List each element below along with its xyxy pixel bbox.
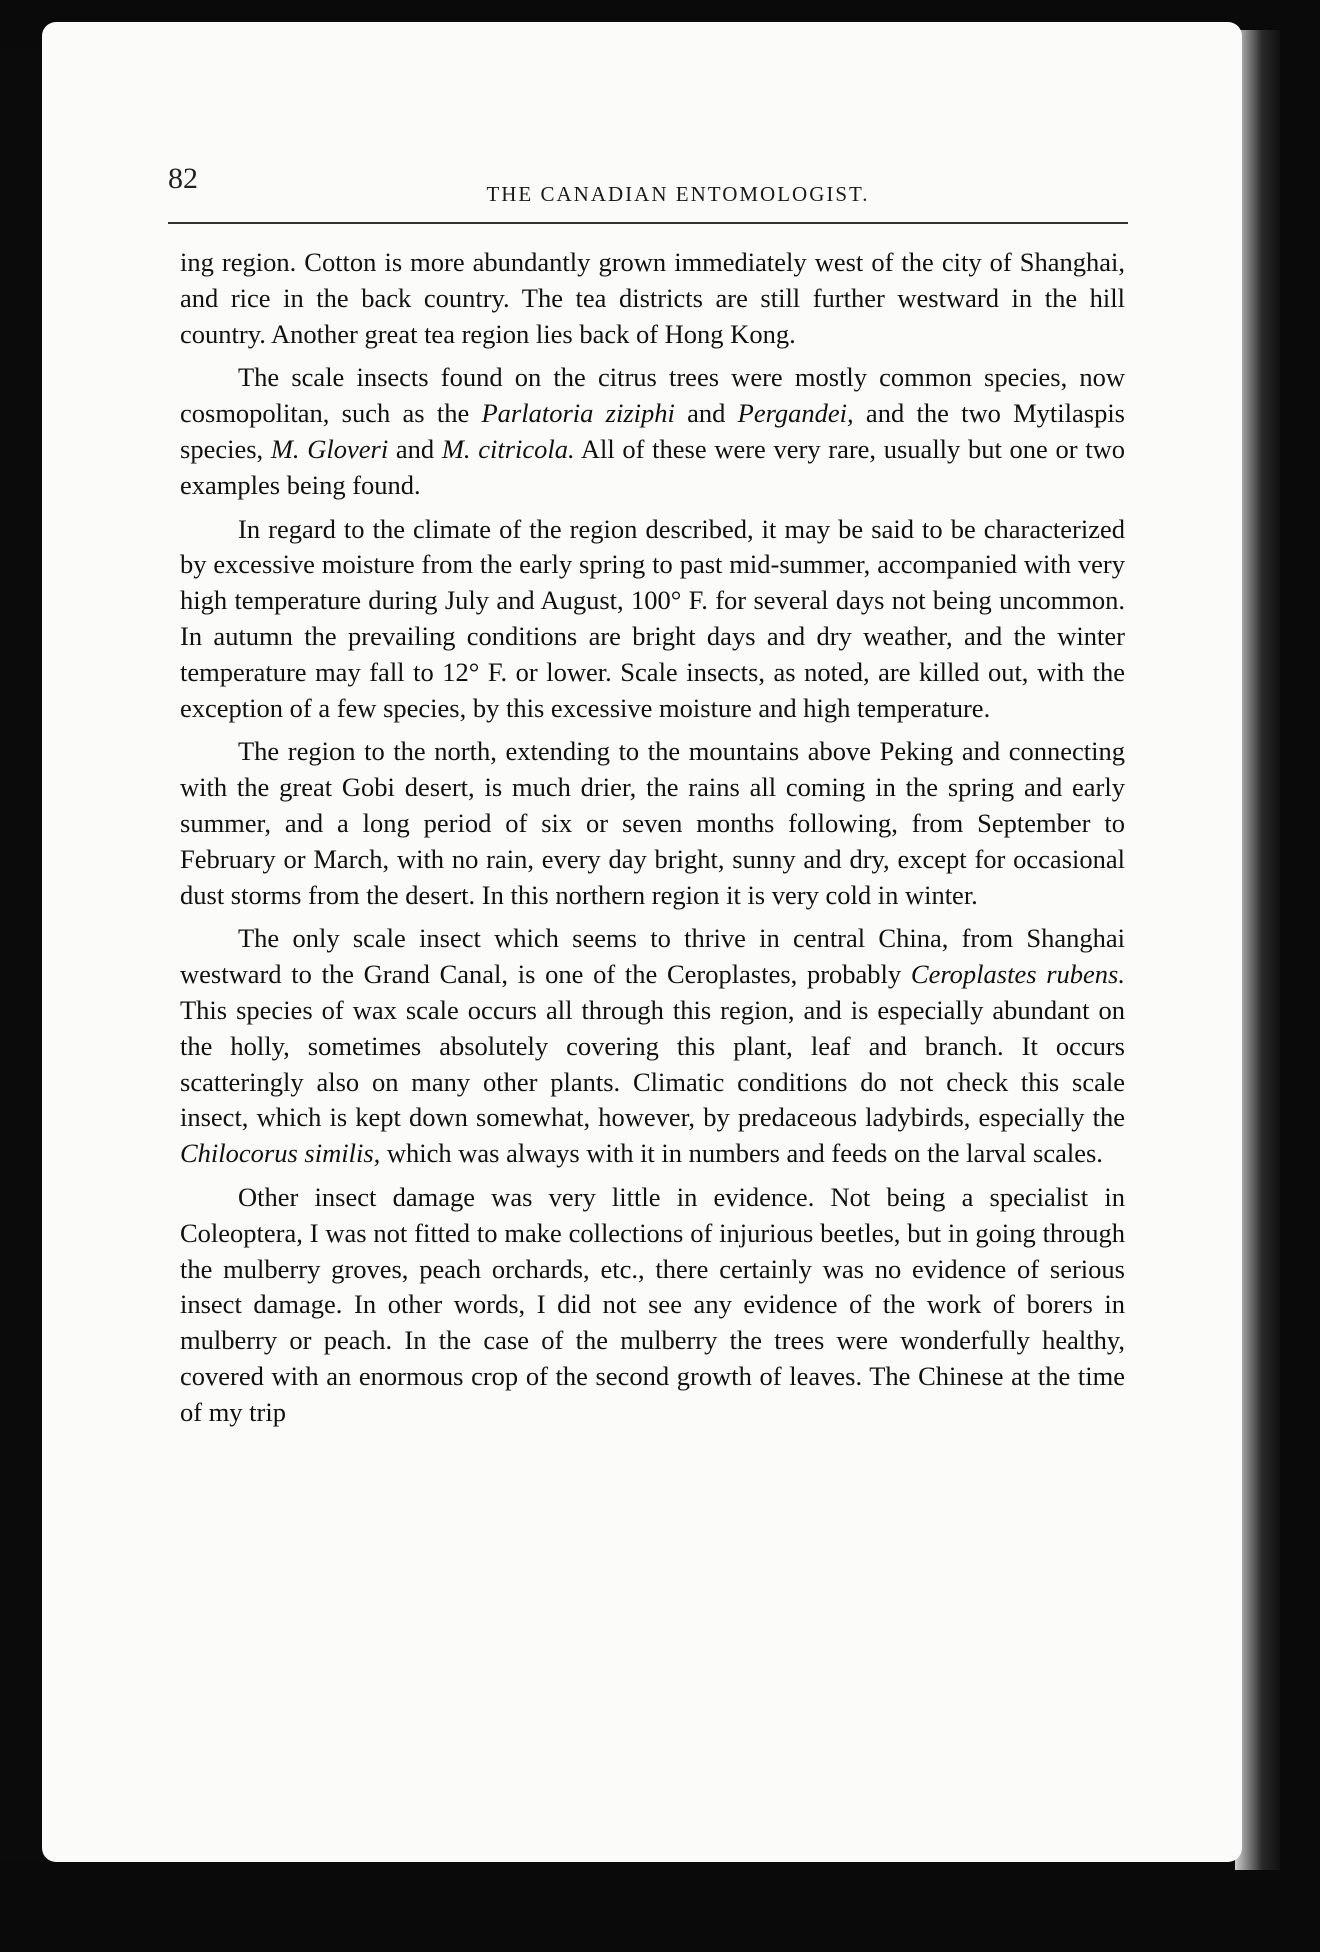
header-rule bbox=[168, 222, 1128, 224]
body-text bbox=[180, 245, 1125, 1439]
species-name: M. Gloveri bbox=[270, 433, 389, 464]
paragraph-2 bbox=[180, 360, 1125, 503]
text-run: This species of wax scale occurs all through this region, and is especially abundant on the holly, sometimes absolutely covering this plant, leaf and branch. It occurs scatteringly also on many other plants. Climatic conditions do not check this scale insect, which is kept down somewhat, however, by predaceous ladybirds, especially the bbox=[180, 994, 1125, 1133]
running-head: THE CANADIAN ENTOMOLOGIST. bbox=[486, 182, 870, 206]
paragraph-4: The region to the north, extending to the mountains above Peking and connecting with the great Gobi desert, is much drier, the rains all coming in the spring and early summer, and a long period of six or seven months following, from September to February or March, with no rain, every day bright, sunny and dry, except for occasional dust storms from the desert. In this northern region it is very cold in winter. bbox=[180, 736, 1125, 910]
scan-right-border bbox=[1280, 0, 1320, 1952]
page-number: 82 bbox=[168, 162, 198, 195]
paragraph-6: Other insect damage was very little in evidence. Not being a specialist in Coleoptera, I was not fitted to make collections of injurious beetles, but in going through the mulberry groves, peach orchards, etc., there certainly was no evidence of serious insect damage. In other words, I did not see any evidence of the work of borers in mulberry or peach. In the case of the mulberry the trees were wonderfully healthy, covered with an enormous crop of the second growth of leaves. The Chinese at the time of my trip bbox=[180, 1181, 1125, 1427]
species-name: M. citricola. bbox=[441, 433, 575, 464]
paragraph-1: ing region. Cotton is more abundantly grown immediately west of the city of Shanghai, and rice in the back country. The tea districts are still further westward in the hill country. Another great tea region lies back of Hong Kong. bbox=[180, 247, 1125, 349]
species-name: Pergandei, bbox=[737, 398, 854, 429]
text-run: All of these were very rare, usually but one or two examples being found. bbox=[180, 433, 1125, 500]
text-run: and the two Mytilaspis species, bbox=[180, 398, 1125, 464]
species-name: Ceroplastes rubens. bbox=[910, 959, 1125, 990]
paragraph-3: In regard to the climate of the region described, it may be said to be characterized by excessive moisture from the early spring to past mid-summer, accompanied with very high temperature during July and August, 100° F. for several days not being uncommon. In autumn the prevailing conditions are bright days and dry weather, and the winter temperature may fall to 12° F. or lower. Scale insects, as noted, are killed out, with the exception of a few species, by this excessive moisture and high temperature. bbox=[180, 513, 1125, 723]
text-run: The scale insects found on the citrus trees were mostly common species, now cosmopolitan, such as the bbox=[180, 362, 1125, 429]
species-name: Chilocorus similis, bbox=[180, 1138, 381, 1169]
text-run: which was always with it in numbers and feeds on the larval scales. bbox=[380, 1138, 1103, 1169]
text-run: and bbox=[388, 433, 442, 464]
text-run: The only scale insect which seems to thrive in central China, from Shanghai westward to the Grand Canal, is one of the Ceroplastes, probably bbox=[180, 923, 1125, 990]
text-run: and bbox=[674, 398, 738, 429]
species-name: Parlatoria ziziphi bbox=[481, 398, 675, 429]
scan-bottom-border bbox=[0, 1862, 1320, 1952]
page-header bbox=[168, 162, 1128, 222]
paragraph-5 bbox=[180, 921, 1125, 1172]
